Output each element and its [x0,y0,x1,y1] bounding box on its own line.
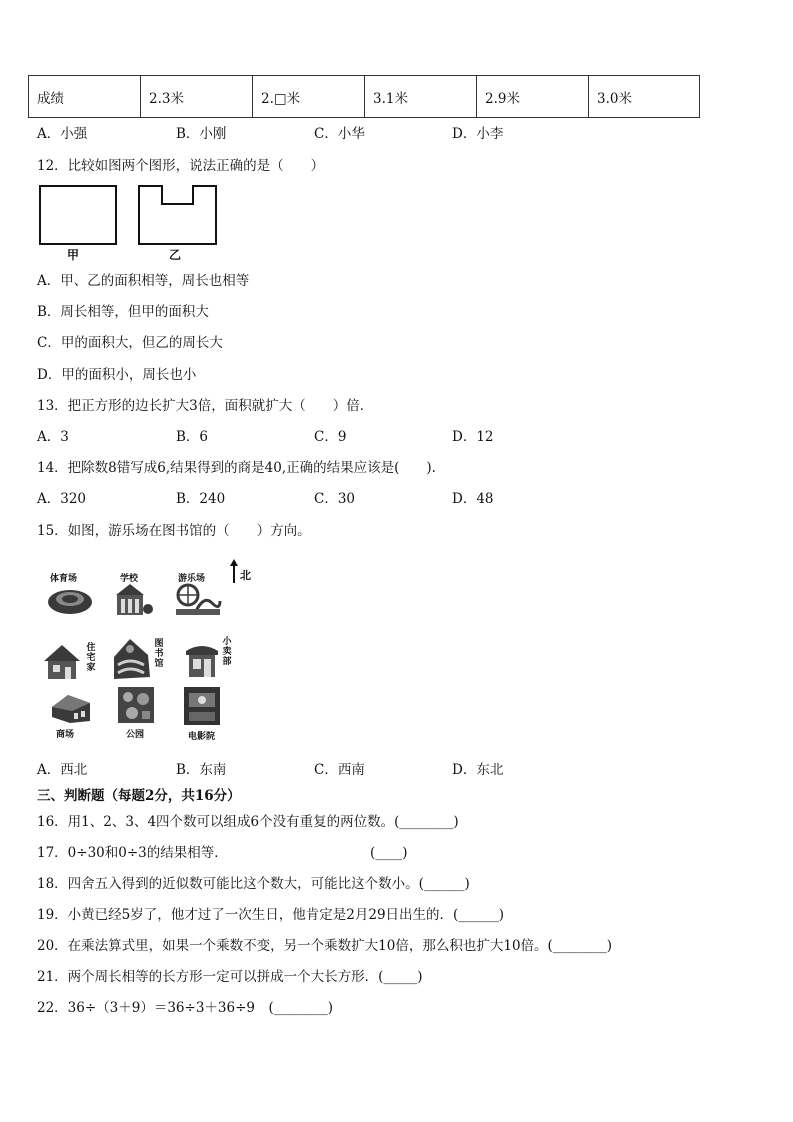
table-cell: 3.0米 [589,76,700,118]
q15-option-b[interactable]: B．东南 [176,762,227,778]
north-arrow-icon [229,559,239,583]
q11-option-d[interactable]: D．小李 [452,126,504,142]
question-16: 16．用1、2、3、4四个数可以组成6个没有重复的两位数。(________) [37,814,459,830]
cinema-label: 电影院 [188,732,216,742]
q14-option-a[interactable]: A．320 [37,491,87,507]
gym-label: 体育场 [50,574,78,584]
q14-option-c[interactable]: C．30 [314,491,356,507]
question-20: 20．在乘法算式里，如果一个乘数不变，另一个乘数扩大10倍，那么积也扩大10倍。(________) [37,938,613,954]
q11-option-a[interactable]: A．小强 [37,126,88,142]
amusement-park-icon [174,581,222,617]
q13-option-b[interactable]: B．6 [176,429,209,445]
q14-option-b[interactable]: B．240 [176,491,226,507]
q12-option-d[interactable]: D．甲的面积小，周长也小 [37,367,197,383]
shape-yi [139,186,216,244]
mall-icon [50,693,92,725]
library-icon [110,635,154,685]
label-jia: 甲 [67,248,80,262]
table-cell: 3.1米 [365,76,477,118]
q12-option-c[interactable]: C．甲的面积大，但乙的周长大 [37,335,223,351]
q13-option-a[interactable]: A．3 [37,429,69,445]
question-17: 17．0÷30和0÷3的结果相等． [37,845,228,861]
question-21: 21．两个周长相等的长方形一定可以拼成一个大长方形．(_____) [37,969,423,985]
amusement-park-label: 游乐场 [178,574,206,584]
map-figure [40,555,260,745]
q14-question: 14．把除数8错写成6,结果得到的商是40,正确的结果应该是( ). [37,460,436,476]
q15-question: 15．如图，游乐场在图书馆的（ ）方向。 [37,523,311,539]
residence-label: 住宅家 [86,643,96,673]
q12-question: 12．比较如图两个图形，说法正确的是（ ） [37,158,325,174]
table-cell: 成绩 [29,76,141,118]
table-cell: 2.9米 [477,76,589,118]
park-icon [116,685,156,725]
q12-option-a[interactable]: A．甲、乙的面积相等，周长也相等 [37,273,250,289]
q15-option-d[interactable]: D．东北 [452,762,504,778]
shop-icon [184,641,220,681]
question-17-blank[interactable]: (____) [370,845,408,861]
q12-figure [38,184,220,260]
cinema-icon [182,685,222,727]
q13-option-c[interactable]: C．9 [314,429,347,445]
q13-question: 13．把正方形的边长扩大3倍，面积就扩大（ ）倍． [37,398,374,414]
q13-option-d[interactable]: D．12 [452,429,494,445]
park-label: 公园 [126,730,145,740]
q15-option-a[interactable]: A．西北 [37,762,88,778]
score-table [28,75,700,118]
school-icon [112,581,154,617]
question-22: 22．36÷（3＋9）＝36÷3＋36÷9 (________) [37,1000,334,1016]
q14-option-d[interactable]: D．48 [452,491,494,507]
question-18: 18．四舍五入得到的近似数可能比这个数大，可能比这个数小。(______) [37,876,470,892]
section-heading: 三、判断题（每题2分，共16分） [37,788,241,804]
residence-icon [42,643,86,681]
table-cell: 2.3米 [141,76,253,118]
table-cell: 2.□米 [253,76,365,118]
table-row [29,76,700,118]
question-19: 19．小黄已经5岁了，他才过了一次生日，他肯定是2月29日出生的．(______) [37,907,505,923]
school-label: 学校 [120,574,139,584]
q15-option-c[interactable]: C．西南 [314,762,365,778]
q11-option-c[interactable]: C．小华 [314,126,365,142]
shop-label: 小卖部 [222,637,232,667]
q12-option-b[interactable]: B．周长相等，但甲的面积大 [37,304,209,320]
north-label: 北 [240,569,251,582]
mall-label: 商场 [56,730,75,740]
shape-jia [40,186,116,244]
label-yi: 乙 [169,248,182,262]
q11-option-b[interactable]: B．小刚 [176,126,227,142]
stadium-icon [46,582,94,616]
library-label: 图书馆 [154,639,164,669]
